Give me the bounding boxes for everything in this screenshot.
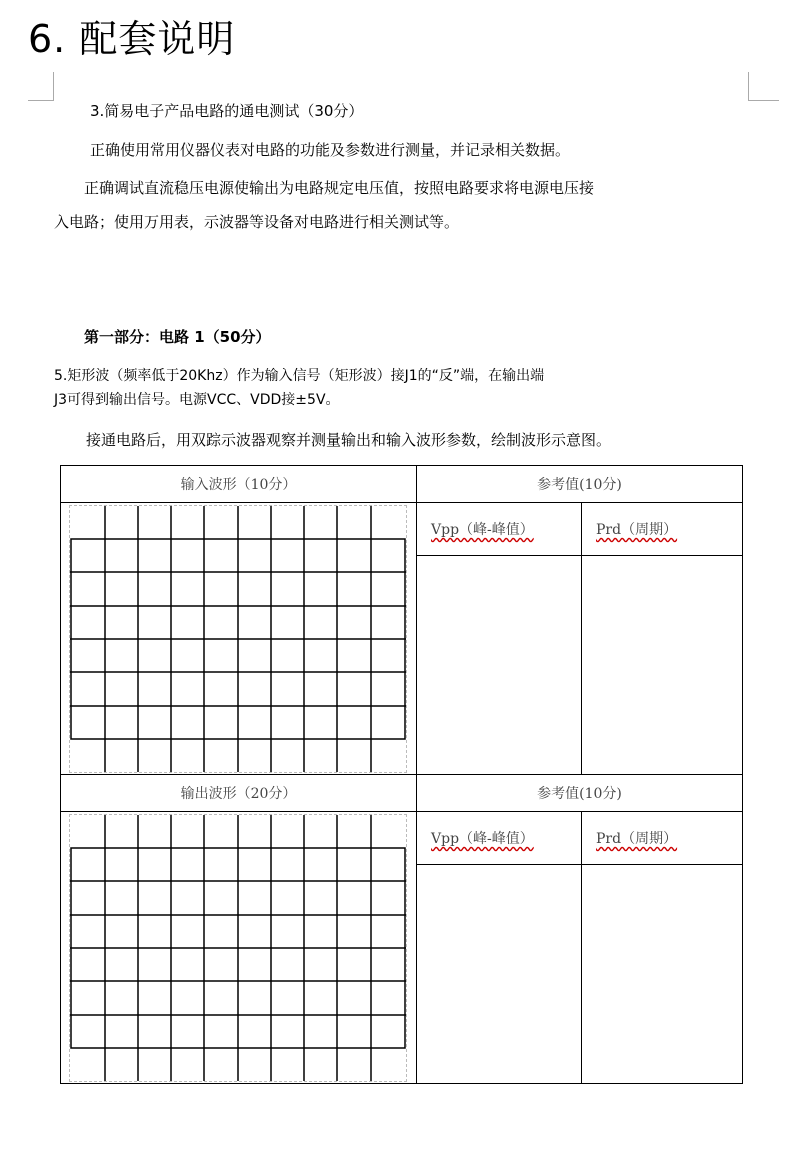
prd-label-input: Prd（周期）: [596, 522, 678, 538]
vpp-label-output: Vpp（峰-峰值）: [431, 831, 534, 847]
vpp-value-input[interactable]: [417, 556, 582, 775]
item5-line3: 接通电路后，用双踪示波器观察并测量输出和输入波形参数，绘制波形示意图。: [86, 431, 612, 449]
input-grid-svg: [70, 506, 406, 772]
item5-line1: 5.矩形波（频率低于20Khz）作为输入信号（矩形波）接J1的“反”端，在输出端: [54, 368, 545, 384]
section3-line2a: 正确调试直流稳压电源使输出为电路规定电压值，按照电路要求将电源电压接: [84, 179, 595, 197]
reference-header-input: 参考值(10分): [417, 466, 743, 503]
section3-title: 3.简易电子产品电路的通电测试（30分）: [90, 102, 364, 120]
section3-line2b: 入电路；使用万用表，示波器等设备对电路进行相关测试等。: [54, 213, 460, 231]
vpp-value-output[interactable]: [417, 865, 582, 1084]
prd-header-output: [582, 812, 743, 865]
part1-title: 第一部分：电路 1（50分）: [84, 328, 271, 346]
input-waveform-header: 输入波形（10分）: [61, 466, 417, 503]
output-waveform-header: 输出波形（20分）: [61, 775, 417, 812]
item5-line2: J3可得到输出信号。电源VCC、VDD接±5V。: [54, 392, 340, 408]
output-oscilloscope-grid[interactable]: [69, 814, 407, 1082]
prd-header-input: [582, 503, 743, 556]
vpp-label-input: Vpp（峰-峰值）: [431, 522, 534, 538]
input-oscilloscope-grid[interactable]: [69, 505, 407, 773]
output-grid-svg: [70, 815, 406, 1081]
output-waveform-grid-cell[interactable]: [61, 812, 417, 1084]
margin-corner-right: [748, 72, 779, 101]
reference-header-output: 参考值(10分): [417, 775, 743, 812]
page-heading: 6. 配套说明: [28, 17, 236, 61]
vpp-header-input: [417, 503, 582, 556]
section3-line1: 正确使用常用仪器仪表对电路的功能及参数进行测量，并记录相关数据。: [90, 141, 571, 159]
waveform-table: [60, 465, 743, 1084]
prd-value-output[interactable]: [582, 865, 743, 1084]
margin-corner-left: [28, 72, 54, 101]
prd-label-output: Prd（周期）: [596, 831, 678, 847]
input-waveform-grid-cell[interactable]: [61, 503, 417, 775]
prd-value-input[interactable]: [582, 556, 743, 775]
vpp-header-output: [417, 812, 582, 865]
